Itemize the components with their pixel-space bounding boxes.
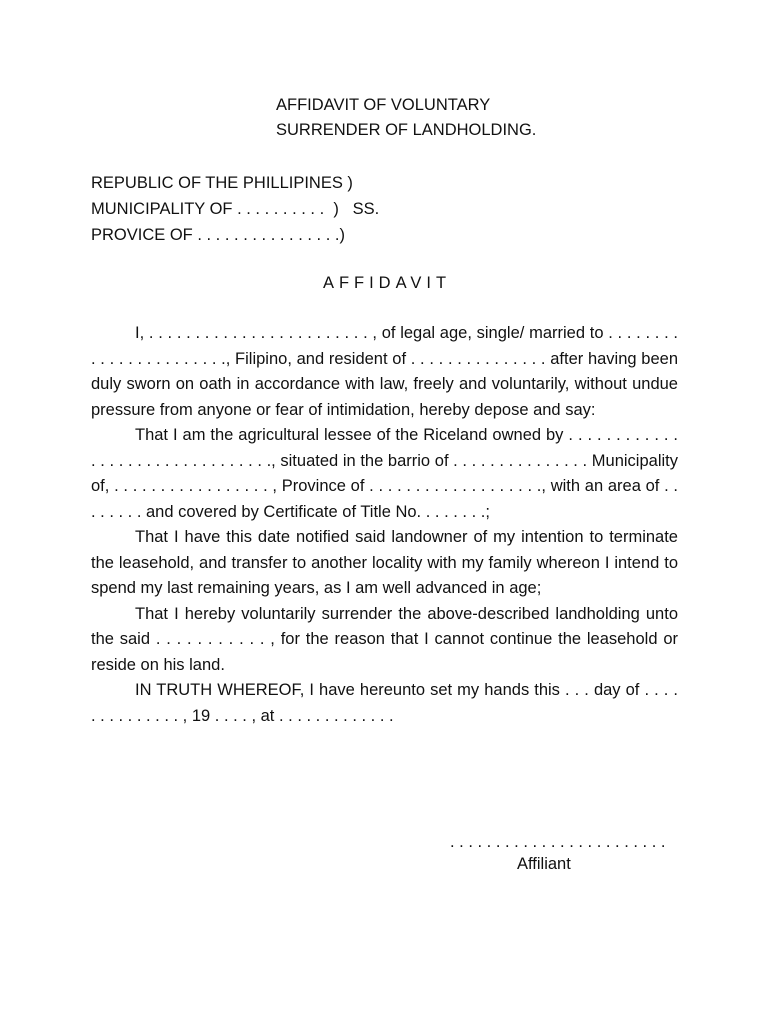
signature-label: Affiliant xyxy=(517,855,571,873)
venue-province: PROVICE OF . . . . . . . . . . . . . . . .) xyxy=(91,226,345,244)
title-line-1: AFFIDAVIT OF VOLUNTARY xyxy=(276,96,491,114)
affidavit-heading: AFFIDAVIT xyxy=(322,274,452,292)
venue-republic: REPUBLIC OF THE PHILLIPINES ) xyxy=(91,174,353,192)
affidavit-body xyxy=(91,321,678,729)
venue-block xyxy=(91,170,379,248)
document-title xyxy=(276,93,536,143)
paragraph-lessee: That I am the agricultural lessee of the Riceland owned by . . . . . . . . . . . . . . . . . . . . . . . . . . . . . . . ., situated in the barrio of . . . . . . . . . . . . . . . Municipality of, . . . . . . . . . . . . . . . . . , Province of . . . . . . . . . . . . . . . . . . ., with an area of . . . . . . . . and covered by Certificate of Title No. . . . . . . .; xyxy=(91,426,678,521)
paragraph-identity: I, . . . . . . . . . . . . . . . . . . . . . . . . , of legal age, single/ married to . . . . . . . . . . . . . . . . . . . . . . ., Filipino, and resident of . . . . . . . . . . . . . . . after having been duly sworn on oath in accordance with law, freely and voluntarily, without undue pressure from anyone or fear of intimidation, hereby depose and say: xyxy=(91,324,678,419)
paragraph-notification: That I have this date notified said landowner of my intention to terminate the leasehold, and transfer to another locality with my family whereon I intend to spend my last remaining years, as I am well advanced in age; xyxy=(91,528,678,597)
signature-line: . . . . . . . . . . . . . . . . . . . . . . . . xyxy=(450,833,666,851)
venue-municipality: MUNICIPALITY OF . . . . . . . . . . ) SS. xyxy=(91,200,380,218)
paragraph-truth-whereof: IN TRUTH WHEREOF, I have hereunto set my hands this . . . day of . . . . . . . . . . . . . . , 19 . . . . , at . . . . . . . . . . . . . xyxy=(91,681,678,725)
title-line-2: SURRENDER OF LANDHOLDING. xyxy=(276,121,537,139)
paragraph-surrender: That I hereby voluntarily surrender the above-described landholding unto the said . . . . . . . . . . . , for the reason that I cannot continue the leasehold or reside on his land. xyxy=(91,604,678,674)
